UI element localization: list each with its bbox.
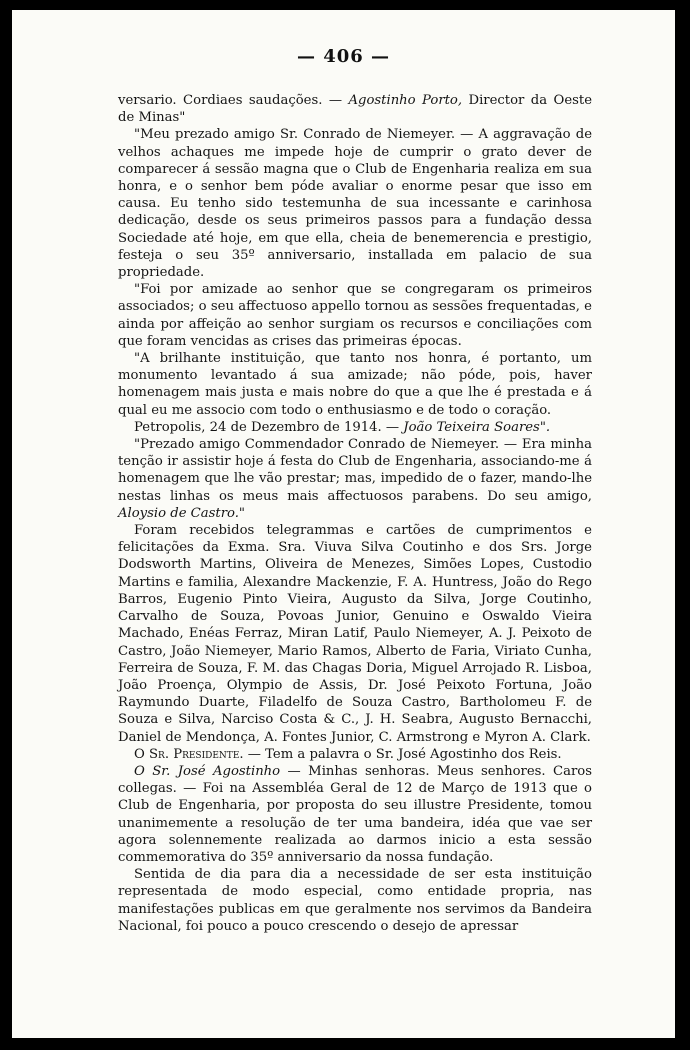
paragraph-text: "Foi por amizade ao senhor que se congregaram os primeiros associados; o seu affectuoso appello tornou as sessões frequentadas, e ainda por affeição ao senhor surgiam os recursos e conciliações com que foram vencidas as crises das primeiras épocas.	[118, 282, 592, 349]
paragraph-text: Foram recebidos telegrammas e cartões de cumprimentos e felicitações da Exma. Sra. Viuva Silva Coutinho e dos Srs. Jorge Dodsworth Martins, Oliveira de Menezes, Simões Lopes, Custodio Martins e familia, Alexandre Mackenzie, F. A. Huntress, João do Rego Barros, Eugenio Pinto Vieira, Augusto da Silva, Jorge Coutinho, Carvalho de Souza, Povoas Junior, Genuino e Oswaldo Vieira Machado, Enéas Ferraz, Miran Latif, Paulo Niemeyer, A. J. Peixoto de Castro, João Niemeyer, Mario Ramos, Alberto de Faria, Viriato Cunha, Ferreira de Souza, F. M. das Chagas Doria, Miguel Arrojado R. Lisboa, João Proença, Olympio de Assis, Dr. José Peixoto Fortuna, João Raymundo Duarte, Filadelfo de Souza Castro, Bartholomeu F. de Souza e Silva, Narciso Costa & C., J. H. Seabra, Augusto Bernacchi, Daniel de Mendonça, A. Fontes Junior, C. Armstrong e Myron A. Clark.	[118, 523, 592, 745]
paragraph	[118, 522, 592, 746]
paragraph-text: Petropolis, 24 de Dezembro de 1914. —	[134, 419, 404, 435]
italic-text: O Sr. José Agostinho	[134, 763, 281, 779]
paragraph	[118, 436, 592, 522]
paragraph	[118, 281, 592, 350]
body-text	[118, 92, 592, 935]
paragraph-text: O	[134, 746, 150, 762]
page-number: — 406 —	[296, 46, 391, 67]
paragraph-text: — Tem a palavra o Sr. José Agostinho dos Reis.	[243, 746, 562, 762]
italic-text: Agostinho Porto,	[348, 93, 463, 108]
paragraph-text: — Minhas senhoras. Meus senhores. Caros collegas. — Foi na Assembléa Geral de 12 de Março de 1913 que o Club de Engenharia, por proposta do seu illustre Presidente, tomou unanimemente a resolução de ter uma bandeira, idéa que vae ser agora solennemente realizada ao darmos inicio a esta sessão commemorativa do 35º anniversario da nossa fundação.	[118, 763, 592, 865]
paragraph	[118, 763, 592, 866]
paragraph-text: Director da Oeste de Minas"	[118, 93, 593, 126]
paragraph	[118, 350, 592, 419]
speaker-label: Sr. Presidente.	[149, 746, 244, 762]
paragraph	[118, 866, 592, 935]
italic-text: João Teixeira Soares".	[403, 419, 551, 435]
paragraph-text: versario. Cordiaes saudações. —	[118, 93, 349, 108]
paragraph	[118, 92, 592, 126]
paragraph	[118, 419, 592, 436]
paragraph	[118, 126, 592, 281]
italic-text: Aloysio de Castro."	[118, 505, 245, 521]
paragraph-text: Sentida de dia para dia a necessidade de ser esta instituição representada de modo especial, como entidade propria, nas manifestações publicas em que geralmente nos servimos da Bandeira Nacional, foi pouco a pouco crescendo o desejo de apressar	[118, 867, 592, 934]
paragraph-text: "A brilhante instituição, que tanto nos honra, é portanto, um monumento levantado á sua amizade; não póde, pois, haver homenagem mais justa e mais nobre do que a que lhe é prestada e á qual eu me associo com todo o enthusiasmo e de todo o coração.	[118, 351, 592, 418]
paragraph	[118, 746, 592, 763]
paragraph-text: "Prezado amigo Commendador Conrado de Niemeyer. — Era minha tenção ir assistir hoje á festa do Club de Engenharia, associando-me á homenagem que lhe vão prestar; mas, impedido de o fazer, mando-lhe nestas linhas os meus mais affectuosos parabens. Do seu amigo,	[118, 437, 592, 504]
document-page	[12, 10, 675, 1038]
paragraph-text: "Meu prezado amigo Sr. Conrado de Niemeyer. — A aggravação de velhos achaques me impede hoje de cumprir o grato dever de comparecer á sessão magna que o Club de Engenharia realiza em sua honra, e o senhor bem póde avaliar o enorme pesar que isso em causa. Eu tenho sido testemunha de sua incessante e carinhosa dedicação, desde os seus primeiros passos para a fundação dessa Sociedade até hoje, em que ella, cheia de benemerencia e prestigio, festeja o seu 35º anniversario, installada em palacio de sua propriedade.	[118, 127, 592, 281]
